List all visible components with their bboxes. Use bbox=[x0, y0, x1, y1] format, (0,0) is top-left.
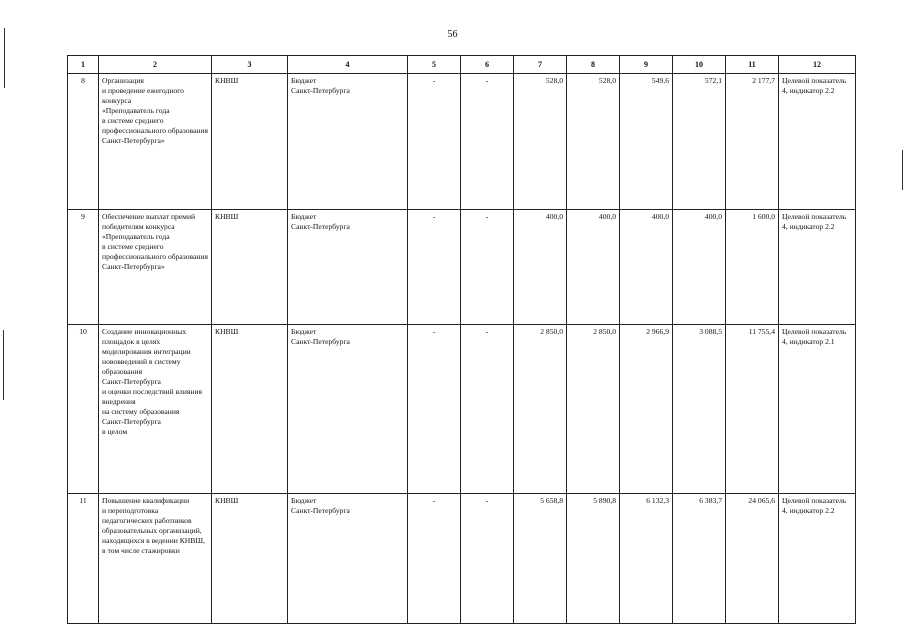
value-cell: - bbox=[461, 494, 514, 624]
total-cell: 24 065,6 bbox=[726, 494, 779, 624]
table-row bbox=[68, 494, 856, 624]
value-cell: - bbox=[408, 74, 461, 210]
value-cell: 6 132,3 bbox=[620, 494, 673, 624]
value-cell: 6 383,7 bbox=[673, 494, 726, 624]
scan-edge-mark-right bbox=[902, 150, 903, 190]
value-cell: 528,0 bbox=[567, 74, 620, 210]
header-cell: 2 bbox=[99, 56, 212, 74]
value-cell: - bbox=[408, 494, 461, 624]
table-row bbox=[68, 74, 856, 210]
header-cell: 3 bbox=[212, 56, 288, 74]
funding-source-cell: Бюджет Санкт-Петербурга bbox=[288, 74, 408, 210]
scan-edge-mark-left-lower bbox=[3, 330, 4, 400]
header-cell: 6 bbox=[461, 56, 514, 74]
table-row bbox=[68, 210, 856, 325]
header-cell: 4 bbox=[288, 56, 408, 74]
total-cell: 1 600,0 bbox=[726, 210, 779, 325]
budget-table bbox=[67, 55, 856, 624]
target-indicator-cell: Целевой показатель 4, индикатор 2.1 bbox=[779, 325, 856, 494]
activity-name: Обеспечение выплат премий победителям конкурса «Преподаватель года в системе среднего профессионального образования Санкт-Петербурга» bbox=[99, 210, 212, 325]
row-number: 8 bbox=[68, 74, 99, 210]
value-cell: - bbox=[408, 325, 461, 494]
table-row bbox=[68, 325, 856, 494]
header-cell: 7 bbox=[514, 56, 567, 74]
scan-edge-mark-left bbox=[4, 28, 5, 88]
funding-source-cell: Бюджет Санкт-Петербурга bbox=[288, 210, 408, 325]
value-cell: 2 850,0 bbox=[514, 325, 567, 494]
value-cell: - bbox=[461, 74, 514, 210]
value-cell: 2 966,9 bbox=[620, 325, 673, 494]
activity-name: Организация и проведение ежегодного конкурса «Преподаватель года в системе среднего профессионального образования Санкт-Петербурга» bbox=[99, 74, 212, 210]
activity-name: Повышение квалификации и переподготовка педагогических работников образовательных организаций, находящихся в ведении КНВШ, в том числе стажировки bbox=[99, 494, 212, 624]
target-indicator-cell: Целевой показатель 4, индикатор 2.2 bbox=[779, 494, 856, 624]
value-cell: 5 890,8 bbox=[567, 494, 620, 624]
value-cell: 5 658,8 bbox=[514, 494, 567, 624]
row-number: 11 bbox=[68, 494, 99, 624]
header-cell: 1 bbox=[68, 56, 99, 74]
header-cell: 9 bbox=[620, 56, 673, 74]
target-indicator-cell: Целевой показатель 4, индикатор 2.2 bbox=[779, 210, 856, 325]
funding-source-cell: Бюджет Санкт-Петербурга bbox=[288, 494, 408, 624]
value-cell: 400,0 bbox=[673, 210, 726, 325]
header-row bbox=[68, 56, 856, 74]
value-cell: - bbox=[408, 210, 461, 325]
total-cell: 11 755,4 bbox=[726, 325, 779, 494]
header-cell: 5 bbox=[408, 56, 461, 74]
target-indicator-cell: Целевой показатель 4, индикатор 2.2 bbox=[779, 74, 856, 210]
row-number: 9 bbox=[68, 210, 99, 325]
value-cell: 572,1 bbox=[673, 74, 726, 210]
value-cell: - bbox=[461, 325, 514, 494]
header-cell: 12 bbox=[779, 56, 856, 74]
value-cell: 400,0 bbox=[514, 210, 567, 325]
funding-source-cell: Бюджет Санкт-Петербурга bbox=[288, 325, 408, 494]
total-cell: 2 177,7 bbox=[726, 74, 779, 210]
activity-name: Создание инновационных площадок в целях моделирования интеграции нововведений в систему образования Санкт-Петербурга и оценки последствий влияния внедрения на систему образования Санкт-Петербурга в целом bbox=[99, 325, 212, 494]
value-cell: 2 850,0 bbox=[567, 325, 620, 494]
value-cell: 400,0 bbox=[620, 210, 673, 325]
header-cell: 8 bbox=[567, 56, 620, 74]
executor-cell: КНВШ bbox=[212, 494, 288, 624]
value-cell: 400,0 bbox=[567, 210, 620, 325]
executor-cell: КНВШ bbox=[212, 74, 288, 210]
row-number: 10 bbox=[68, 325, 99, 494]
value-cell: 528,0 bbox=[514, 74, 567, 210]
header-cell: 10 bbox=[673, 56, 726, 74]
executor-cell: КНВШ bbox=[212, 210, 288, 325]
page-number: 56 bbox=[447, 29, 458, 40]
executor-cell: КНВШ bbox=[212, 325, 288, 494]
value-cell: 3 088,5 bbox=[673, 325, 726, 494]
value-cell: 549,6 bbox=[620, 74, 673, 210]
header-cell: 11 bbox=[726, 56, 779, 74]
value-cell: - bbox=[461, 210, 514, 325]
